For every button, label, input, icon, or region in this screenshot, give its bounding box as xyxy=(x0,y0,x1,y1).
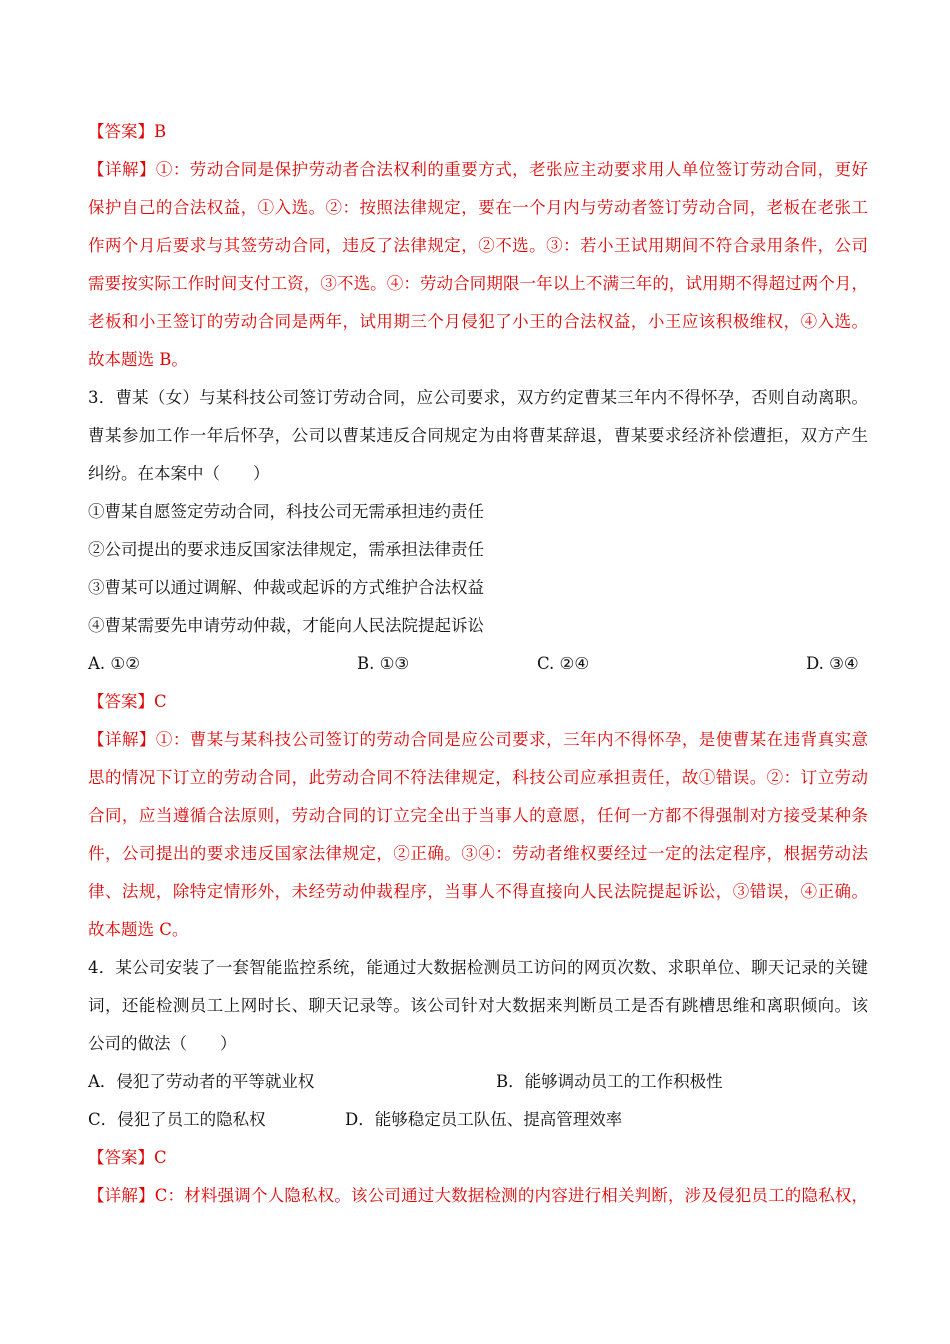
q4-detail-line: 【详解】C：材料强调个人隐私权。该公司通过大数据检测的内容进行相关判断，涉及侵犯员工的隐私权， xyxy=(88,1186,868,1205)
q3-detail-line: 思的情况下订立的劳动合同，此劳动合同不符法律规定，科技公司应承担责任，故①错误。②：订立劳动 xyxy=(88,768,868,787)
q3-answer: 【答案】C xyxy=(88,692,167,711)
q3-stem-line: 曹某参加工作一年后怀孕，公司以曹某违反合同规定为由将曹某辞退，曹某要求经济补偿遭拒，双方产生 xyxy=(88,426,868,445)
q3-detail-line: 【详解】①：曹某与某科技公司签订的劳动合同是应公司要求，三年内不得怀孕，是使曹某在违背真实意 xyxy=(88,730,868,749)
q3-detail-line: 律、法规，除特定情形外，未经劳动仲裁程序，当事人不得直接向人民法院提起诉讼，③错误，④正确。 xyxy=(88,882,868,901)
q2-detail-line: 老板和小王签订的劳动合同是两年，试用期三个月侵犯了小王的合法权益，小王应该积极维权，④入选。 xyxy=(88,312,868,331)
q3-statement: ①曹某自愿签定劳动合同，科技公司无需承担违约责任 xyxy=(88,502,484,521)
q4-stem-line: 4．某公司安装了一套智能监控系统，能通过大数据检测员工访问的网页次数、求职单位、聊天记录的关键 xyxy=(88,958,868,977)
q2-detail-line: 故本题选 B。 xyxy=(88,350,188,369)
q3-statement: ②公司提出的要求违反国家法律规定，需承担法律责任 xyxy=(88,540,484,559)
q4-stem-line: 词，还能检测员工上网时长、聊天记录等。该公司针对大数据来判断员工是否有跳槽思维和离职倾向。该 xyxy=(88,996,868,1015)
q2-detail-line: 保护自己的合法权益，①入选。②：按照法律规定，要在一个月内与劳动者签订劳动合同，老板在老张工 xyxy=(88,198,868,217)
q3-option-d: D. ③④ xyxy=(806,654,859,673)
q4-option-c: C．侵犯了员工的隐私权 xyxy=(88,1110,266,1129)
q3-stem-line: 3．曹某（女）与某科技公司签订劳动合同，应公司要求，双方约定曹某三年内不得怀孕，否则自动离职。 xyxy=(88,388,868,407)
q4-option-d: D．能够稳定员工队伍、提高管理效率 xyxy=(345,1110,623,1129)
q3-stem-line: 纠纷。在本案中（ ） xyxy=(88,464,270,483)
q4-option-b: B．能够调动员工的工作积极性 xyxy=(496,1072,723,1091)
q2-detail-line: 需要按实际工作时间支付工资，③不选。④：劳动合同期限一年以上不满三年的，试用期不得超过两个月， xyxy=(88,274,868,293)
q3-option-a: A. ①② xyxy=(88,654,140,673)
q3-detail-line: 件，公司提出的要求违反国家法律规定，②正确。③④：劳动者维权要经过一定的法定程序，根据劳动法 xyxy=(88,844,868,863)
q3-option-b: B. ①③ xyxy=(357,654,410,673)
q4-option-a: A．侵犯了劳动者的平等就业权 xyxy=(88,1072,315,1091)
q3-option-c: C. ②④ xyxy=(537,654,590,673)
q2-detail-line: 作两个月后要求与其签劳动合同，违反了法律规定，②不选。③：若小王试用期间不符合录用条件，公司 xyxy=(88,236,868,255)
q2-detail-line: 【详解】①：劳动合同是保护劳动者合法权利的重要方式，老张应主动要求用人单位签订劳动合同，更好 xyxy=(88,160,868,179)
q3-statement: ④曹某需要先申请劳动仲裁，才能向人民法院提起诉讼 xyxy=(88,616,484,635)
q4-answer: 【答案】C xyxy=(88,1148,167,1167)
q2-answer: 【答案】B xyxy=(88,122,167,141)
q4-stem-line: 公司的做法（ ） xyxy=(88,1034,237,1053)
q3-statement: ③曹某可以通过调解、仲裁或起诉的方式维护合法权益 xyxy=(88,578,484,597)
q3-detail-line: 合同，应当遵循合法原则，劳动合同的订立完全出于当事人的意愿，任何一方都不得强制对方接受某种条 xyxy=(88,806,868,825)
q3-detail-line: 故本题选 C。 xyxy=(88,920,189,939)
